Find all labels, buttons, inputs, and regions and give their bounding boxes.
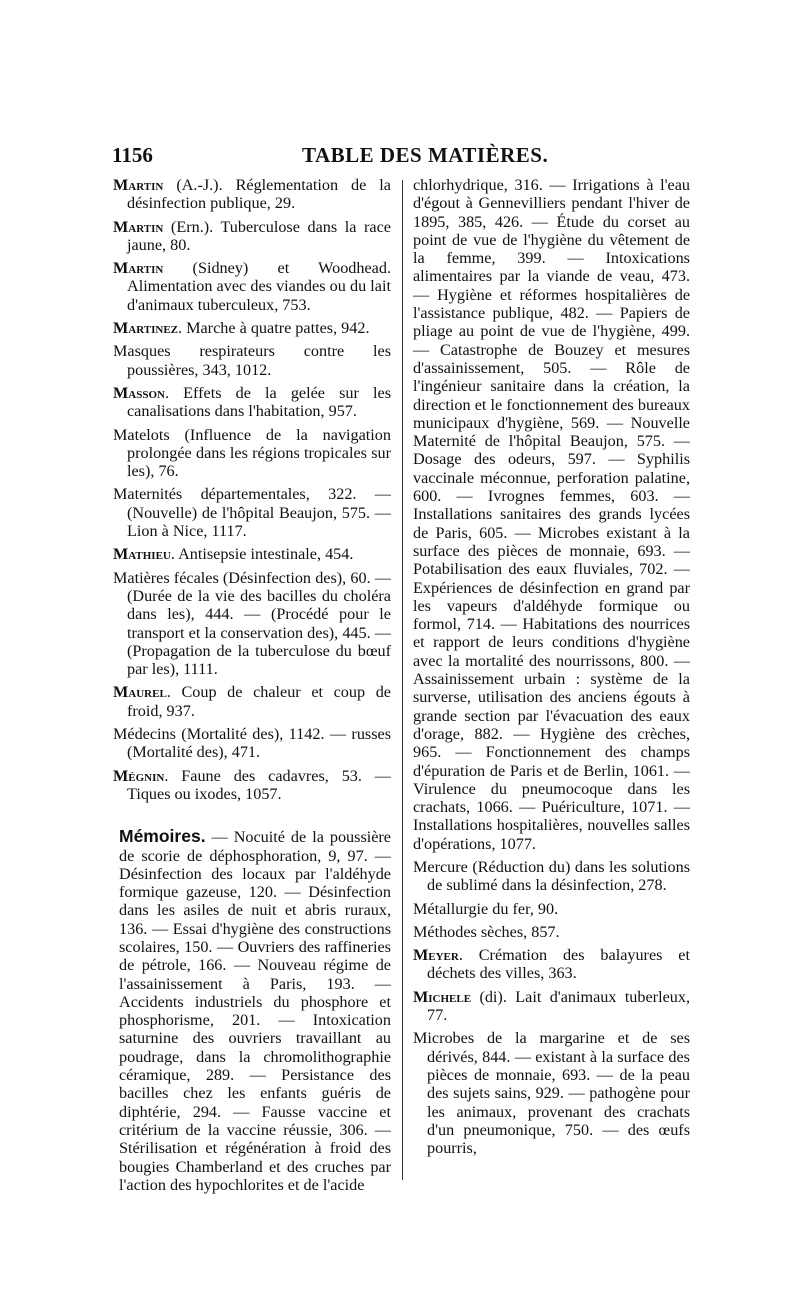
right-column <box>413 176 690 1162</box>
entry-text: Matelots (Influence de la navigation prolongée dans les régions tropicales sur les), 76. <box>113 425 391 481</box>
entry-head: Martin <box>113 217 164 236</box>
index-entry <box>413 923 690 941</box>
memoires-text: — Nocuité de la poussière de scorie de déphosphoration, 9, 97. — Désinfection des locaux par l'aldéhyde formique gazeuse, 120. — Désinfection dans les asiles de nuit et abris ruraux, 136. — Essai d'hygiène des constructions scolaires, 150. — Ouvriers des raffineries de pétrole, 166. — Nouveau régime de l'assainissement à Paris, 193. — Accidents industriels du phosphore et phosphorisme, 201. — Intoxication saturnine des ouvriers travaillant au poudrage, dans la chromolithographie céramique, 289. — Persistance des bacilles chez les enfants guéris de diphtérie, 294. — Fausse vaccine et critérium de la vaccine réussie, 306. — Stérilisation et régénération à froid des bougies Chamberland et des cruches par l'action des hypochlorites et de l'acide <box>119 828 391 1194</box>
page-number: 1156 <box>112 143 153 167</box>
index-entry <box>413 1029 690 1157</box>
entry-text: . Crémation des balayures et déchets des villes, 363. <box>427 946 690 983</box>
entry-text: Maternités départementales, 322. — (Nouvelle) de l'hôpital Beaujon, 575. — Lion à Nice, 1117. <box>113 485 391 541</box>
index-entry <box>113 569 391 679</box>
entry-head: Martin <box>113 176 164 194</box>
entry-text: . Faune des cadavres, 53. — Tiques ou ixodes, 1057. <box>127 766 391 803</box>
index-entry <box>413 858 690 895</box>
memoires-entry <box>113 827 391 1194</box>
index-entry <box>113 485 391 540</box>
entry-text: . Effets de la gelée sur les canalisations dans l'habitation, 957. <box>127 383 391 421</box>
entry-head: Mathieu <box>113 545 171 564</box>
right-entries <box>413 176 690 1157</box>
entry-head: Masson <box>113 383 165 402</box>
index-entry <box>413 176 690 853</box>
entry-head: Mégnin <box>113 766 165 785</box>
entry-text: (di). Lait d'animaux tuberleux, 77. <box>427 987 690 1025</box>
index-entry <box>113 426 391 481</box>
entry-text: (Ern.). Tuberculose dans la race jaune, 80. <box>127 217 391 254</box>
index-entry <box>113 176 391 213</box>
index-entry <box>413 946 690 983</box>
entry-text: (Sidney) et Woodhead. Alimentation avec des viandes ou du lait d'animaux tuberculeux, 753. <box>127 259 391 314</box>
index-entry <box>113 767 391 804</box>
index-entry <box>113 683 391 720</box>
entry-head: Meyer <box>413 946 459 965</box>
index-entry <box>113 218 391 255</box>
index-entry <box>113 319 391 337</box>
entry-text: Méthodes sèches, 857. <box>413 922 560 941</box>
index-entry <box>113 725 391 762</box>
entry-text: chlorhydrique, 316. — Irrigations à l'eau d'égout à Gennevilliers pendant l'hiver de 1895, 385, 426. — Étude du corset au point de vue de l'hygiène du vêtement de la femme, 399. — Intoxications alimentaires par la viande de veau, 473. — Hygiène et réformes hospitalières de l'assistance publique, 482. — Papiers de pliage au point de vue de l'hygiène, 499. — Catastrophe de Bouzey et mesures d'assainissement, 505. — Rôle de l'ingénieur sanitaire dans la création, la direction et le fonctionnement des bureaux municipaux d'hygiène, 569. — Nouvelle Maternité de l'hôpital Beaujon, 575. — Dosage des odeurs, 597. — Syphilis vaccinale méconnue, perforation palatine, 600. — Ivrognes femmes, 603. — Installations sanitaires des grands lycées de Paris, 605. — Microbes existant à la surface des pièces de monnaie, 693. — Potabilisation des eaux fluviales, 702. — Expériences de désinfection en grand par les vapeurs d'aldéhyde formique ou formol, 714. — Habitations des nourrices et rapport de leurs conditions d'hygiène avec la mortalité des nourrissons, 800. — Assainissement urbain : système de la surverse, utilisation des anciens égouts à grande section par l'évacuation des eaux d'orage, 882. — Hygiène des crèches, 965. — Fonctionnement des champs d'épuration de Paris et de Berlin, 1061. — Virulence du pneumocoque dans les crachats, 1066. — Puériculture, 1071. — Installations hospitalières, nouvelles salles d'opérations, 1077. <box>413 176 690 853</box>
entry-text: (A.-J.). Réglementation de la désinfection publique, 29. <box>127 176 391 213</box>
entry-text: . Coup de chaleur et coup de froid, 937. <box>127 683 391 720</box>
index-entry <box>413 988 690 1025</box>
entry-text: . Antisepsie intestinale, 454. <box>170 545 354 564</box>
entry-text: Métallurgie du fer, 90. <box>413 899 559 918</box>
entry-text: Matières fécales (Désinfection des), 60. — (Durée de la vie des bacilles du choléra dans les), 444. — (Procédé pour le transport et la conservation des), 445. — (Propagation de la tuberculose du bœuf par les), 1111. <box>113 568 391 679</box>
index-entry <box>113 545 391 563</box>
entry-text: Mercure (Réduction du) dans les solutions de sublimé dans la désinfection, 278. <box>413 857 690 895</box>
entry-text: Masques respirateurs contre les poussières, 343, 1012. <box>113 342 391 379</box>
left-entries <box>113 176 391 803</box>
entry-text: Médecins (Mortalité des), 1142. — russes (Mortalité des), 471. <box>113 725 391 762</box>
entry-head: Michele <box>413 987 472 1006</box>
index-entry <box>113 384 391 421</box>
index-entry <box>113 342 391 379</box>
column-divider <box>402 180 403 1180</box>
entry-head: Martin <box>113 259 164 278</box>
entry-head: Martinez <box>113 319 179 338</box>
left-column <box>113 176 391 1199</box>
entry-text: . Marche à quatre pattes, 942. <box>178 319 370 338</box>
memoires-head: Mémoires. <box>119 826 206 847</box>
running-title: TABLE DES MATIÈRES. <box>302 143 549 167</box>
index-entry <box>413 900 690 918</box>
index-entry <box>113 259 391 314</box>
entry-head: Maurel <box>113 683 167 702</box>
entry-text: Microbes de la margarine et de ses dérivés, 844. — existant à la surface des pièces de monnaie, 693. — de la peau des sujets sains, 929. — pathogène pour les animaux, provenant des crachats d'un pneumonique, 750. — des œufs pourris, <box>413 1029 690 1158</box>
